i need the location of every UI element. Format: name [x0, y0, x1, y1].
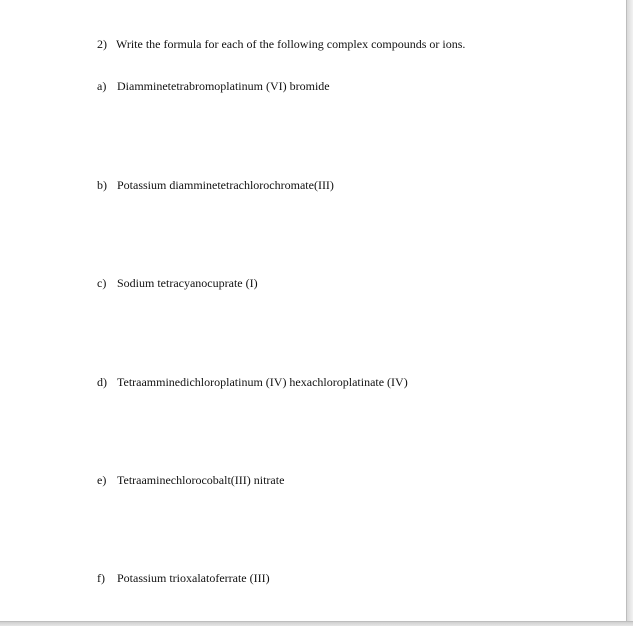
- page-edge-bottom: [0, 621, 633, 626]
- page-edge-right: [626, 0, 633, 626]
- item-text: Sodium tetracyanocuprate (I): [117, 276, 258, 290]
- list-item-b: [97, 178, 334, 192]
- list-item-e: [97, 473, 285, 487]
- list-item-d: [97, 375, 408, 389]
- item-text: Diamminetetrabromoplatinum (VI) bromide: [117, 79, 330, 93]
- item-text: Potassium diamminetetrachlorochromate(III): [117, 178, 334, 192]
- item-label: f): [97, 571, 105, 585]
- list-item-f: [97, 571, 270, 585]
- item-label: e): [97, 473, 107, 487]
- item-label: b): [97, 178, 107, 192]
- list-item-a: [97, 79, 330, 93]
- item-text: Potassium trioxalatoferrate (III): [117, 571, 270, 585]
- item-label: d): [97, 375, 107, 389]
- item-text: Tetraamminedichloroplatinum (IV) hexachloroplatinate (IV): [117, 375, 408, 389]
- item-label: a): [97, 79, 107, 93]
- question-text: Write the formula for each of the following complex compounds or ions.: [116, 37, 466, 51]
- item-text: Tetraaminechlorocobalt(III) nitrate: [117, 473, 285, 487]
- list-item-c: [97, 276, 258, 290]
- item-label: c): [97, 276, 107, 290]
- question-heading: [97, 37, 466, 51]
- question-number: 2): [97, 37, 107, 51]
